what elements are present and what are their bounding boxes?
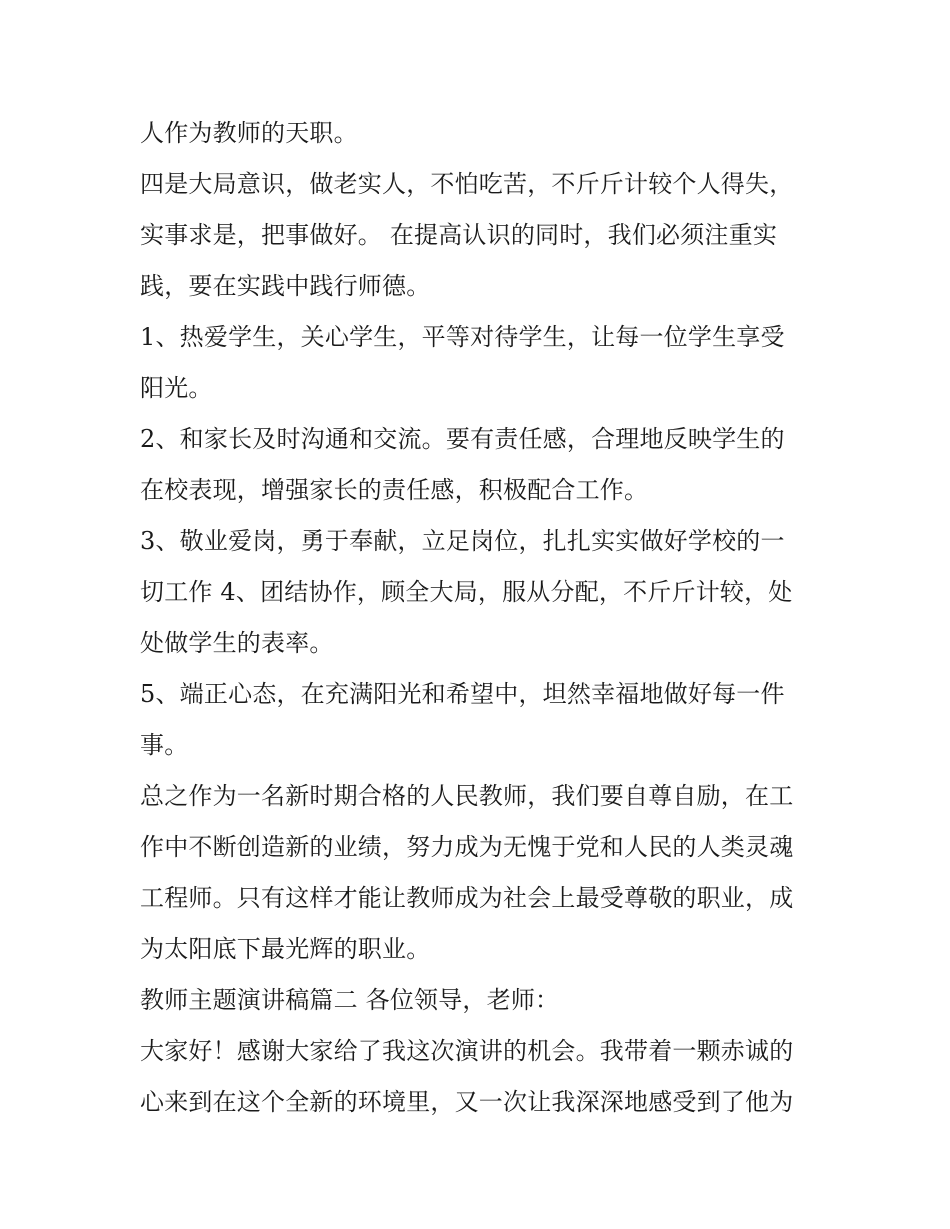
text-line: 践，要在实践中践行师德。 xyxy=(140,272,431,300)
text-line: 实事求是，把事做好。 在提高认识的同时，我们必须注重实 xyxy=(140,221,778,249)
text-line: 处做学生的表率。 xyxy=(140,629,334,657)
text-line: 5、端正心态，在充满阳光和希望中，坦然幸福地做好每一件 xyxy=(140,680,785,708)
section-heading: 教师主题演讲稿篇二 各位领导，老师： xyxy=(140,986,560,1014)
text-line: 1、热爱学生，关心学生，平等对待学生，让每一位学生享受 xyxy=(140,323,785,351)
text-line: 总之作为一名新时期合格的人民教师，我们要自尊自励，在工 xyxy=(140,782,794,810)
text-line: 3、敬业爱岗，勇于奉献，立足岗位，扎扎实实做好学校的一 xyxy=(140,527,785,555)
text-line: 在校表现，增强家长的责任感，积极配合工作。 xyxy=(140,476,649,504)
text-line: 心来到在这个全新的环境里，又一次让我深深地感受到了他为 xyxy=(140,1088,794,1116)
text-line: 阳光。 xyxy=(140,374,213,402)
document-body xyxy=(140,108,820,1128)
text-line: 工程师。只有这样才能让教师成为社会上最受尊敬的职业，成 xyxy=(140,884,794,912)
text-line: 四是大局意识，做老实人，不怕吃苦，不斤斤计较个人得失， xyxy=(140,170,794,198)
text-line: 事。 xyxy=(140,731,189,759)
text-line: 作中不断创造新的业绩，努力成为无愧于党和人民的人类灵魂 xyxy=(140,833,794,861)
text-line: 人作为教师的天职。 xyxy=(140,119,358,147)
text-line: 为太阳底下最光辉的职业。 xyxy=(140,935,431,963)
text-line: 2、和家长及时沟通和交流。要有责任感，合理地反映学生的 xyxy=(140,425,785,453)
text-line: 大家好！感谢大家给了我这次演讲的机会。我带着一颗赤诚的 xyxy=(140,1037,794,1065)
text-line: 切工作 4、团结协作，顾全大局，服从分配，不斤斤计较，处 xyxy=(140,578,793,606)
